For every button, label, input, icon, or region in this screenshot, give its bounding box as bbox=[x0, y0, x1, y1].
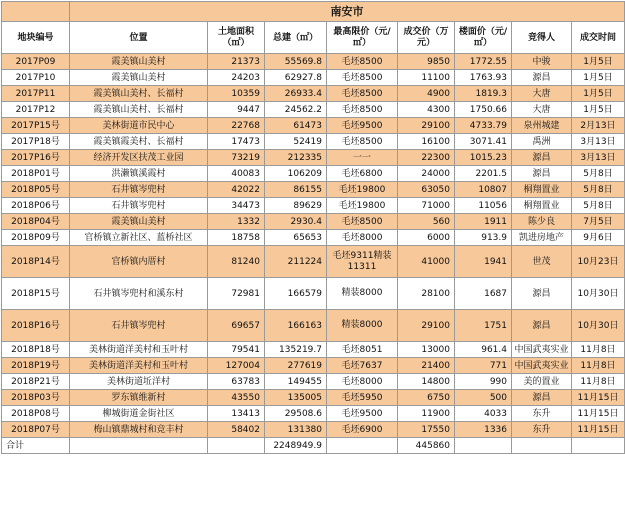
table-cell: 11月15日 bbox=[572, 390, 625, 406]
table-cell: 41000 bbox=[398, 246, 455, 278]
table-cell: 166163 bbox=[265, 310, 327, 342]
table-cell: 罗东镇维新村 bbox=[70, 390, 208, 406]
table-cell: 34473 bbox=[208, 198, 265, 214]
table-cell: 4733.79 bbox=[455, 118, 512, 134]
table-cell: 中国武夷实业 bbox=[512, 342, 572, 358]
total-cell: 合计 bbox=[2, 438, 70, 454]
table-row bbox=[2, 198, 625, 214]
table-cell: 24562.2 bbox=[265, 102, 327, 118]
table-cell: 40083 bbox=[208, 166, 265, 182]
total-blank-cell bbox=[327, 438, 398, 454]
table-cell: 毛坯6800 bbox=[327, 166, 398, 182]
table-row bbox=[2, 150, 625, 166]
table-cell: 13000 bbox=[398, 342, 455, 358]
table-cell: 86155 bbox=[265, 182, 327, 198]
table-cell: 中骏 bbox=[512, 54, 572, 70]
table-cell: 1月5日 bbox=[572, 102, 625, 118]
table-row bbox=[2, 54, 625, 70]
land-transaction-table bbox=[1, 1, 625, 454]
table-cell: 3月13日 bbox=[572, 134, 625, 150]
table-cell: 柳城街道金街社区 bbox=[70, 406, 208, 422]
header-cell: 位置 bbox=[70, 22, 208, 54]
table-cell: 135005 bbox=[265, 390, 327, 406]
table-cell: 211224 bbox=[265, 246, 327, 278]
table-cell: 17550 bbox=[398, 422, 455, 438]
table-cell: 霞美镇山美村 bbox=[70, 54, 208, 70]
table-cell: 29100 bbox=[398, 310, 455, 342]
header-cell: 地块编号 bbox=[2, 22, 70, 54]
table-cell: 毛坯9500 bbox=[327, 406, 398, 422]
table-cell: 52419 bbox=[265, 134, 327, 150]
table-cell: 11月15日 bbox=[572, 422, 625, 438]
table-cell: 28100 bbox=[398, 278, 455, 310]
table-cell: 源昌 bbox=[512, 166, 572, 182]
title-left-blank bbox=[2, 2, 70, 22]
table-cell: 2018P03号 bbox=[2, 390, 70, 406]
table-cell: 毛坯8000 bbox=[327, 374, 398, 390]
table-cell: 大唐 bbox=[512, 102, 572, 118]
header-cell: 总建（㎡） bbox=[265, 22, 327, 54]
table-row bbox=[2, 86, 625, 102]
total-cell: 2248949.9 bbox=[265, 438, 327, 454]
table-cell: 43550 bbox=[208, 390, 265, 406]
table-row bbox=[2, 422, 625, 438]
table-cell: 63783 bbox=[208, 374, 265, 390]
table-cell: 9月6日 bbox=[572, 230, 625, 246]
table-cell: 2017P12 bbox=[2, 102, 70, 118]
table-cell: 17473 bbox=[208, 134, 265, 150]
table-cell: 凯进房地产 bbox=[512, 230, 572, 246]
table-cell: 美林街道坵洋村 bbox=[70, 374, 208, 390]
table-row bbox=[2, 406, 625, 422]
table-row bbox=[2, 342, 625, 358]
table-cell: 2018P15号 bbox=[2, 278, 70, 310]
table-cell: 961.4 bbox=[455, 342, 512, 358]
table-cell: 14800 bbox=[398, 374, 455, 390]
table-cell: 24000 bbox=[398, 166, 455, 182]
table-cell: 10月30日 bbox=[572, 310, 625, 342]
table-cell: 913.9 bbox=[455, 230, 512, 246]
table-cell: 2月13日 bbox=[572, 118, 625, 134]
table-row bbox=[2, 310, 625, 342]
table-title: 南安市 bbox=[70, 2, 625, 22]
table-cell: 毛坯19800 bbox=[327, 182, 398, 198]
table-cell: 1015.23 bbox=[455, 150, 512, 166]
table-cell: 2018P01号 bbox=[2, 166, 70, 182]
table-cell: 11月8日 bbox=[572, 342, 625, 358]
table-cell: 106209 bbox=[265, 166, 327, 182]
table-cell: 东升 bbox=[512, 422, 572, 438]
table-cell: 1772.55 bbox=[455, 54, 512, 70]
table-row bbox=[2, 166, 625, 182]
table-cell: 13413 bbox=[208, 406, 265, 422]
table-cell: 5月8日 bbox=[572, 166, 625, 182]
table-row bbox=[2, 182, 625, 198]
table-cell: 1750.66 bbox=[455, 102, 512, 118]
table-cell: 2018P04号 bbox=[2, 214, 70, 230]
table-cell: 毛坯6900 bbox=[327, 422, 398, 438]
table-row bbox=[2, 390, 625, 406]
total-blank-cell bbox=[70, 438, 208, 454]
table-cell: 禹洲 bbox=[512, 134, 572, 150]
total-blank-cell bbox=[208, 438, 265, 454]
table-cell: 22300 bbox=[398, 150, 455, 166]
table-cell: 2018P16号 bbox=[2, 310, 70, 342]
table-cell: 4900 bbox=[398, 86, 455, 102]
table-cell: 990 bbox=[455, 374, 512, 390]
table-row bbox=[2, 246, 625, 278]
table-cell: 2018P09号 bbox=[2, 230, 70, 246]
table-cell: 149455 bbox=[265, 374, 327, 390]
table-cell: 2018P07号 bbox=[2, 422, 70, 438]
table-cell: 1763.93 bbox=[455, 70, 512, 86]
table-cell: 美林街道市民中心 bbox=[70, 118, 208, 134]
table-cell: 3月13日 bbox=[572, 150, 625, 166]
table-cell: 2017P16号 bbox=[2, 150, 70, 166]
table-cell: 11100 bbox=[398, 70, 455, 86]
table-cell: 10807 bbox=[455, 182, 512, 198]
table-cell: 世茂 bbox=[512, 246, 572, 278]
table-row bbox=[2, 134, 625, 150]
table-cell: 毛坯9500 bbox=[327, 118, 398, 134]
table-cell: 6750 bbox=[398, 390, 455, 406]
table-cell: 73219 bbox=[208, 150, 265, 166]
table-cell: 69657 bbox=[208, 310, 265, 342]
table-cell: 源昌 bbox=[512, 278, 572, 310]
table-cell: 精装8000 bbox=[327, 278, 398, 310]
table-cell: 2018P18号 bbox=[2, 342, 70, 358]
table-cell: 石井镇岑兜村 bbox=[70, 198, 208, 214]
table-cell: 霞美镇山美村、长福村 bbox=[70, 102, 208, 118]
table-cell: 10359 bbox=[208, 86, 265, 102]
table-cell: 42022 bbox=[208, 182, 265, 198]
table-cell: 11056 bbox=[455, 198, 512, 214]
table-cell: 桐翔置业 bbox=[512, 198, 572, 214]
table-cell: 毛坯19800 bbox=[327, 198, 398, 214]
table-cell: 中国武夷实业 bbox=[512, 358, 572, 374]
header-cell: 楼面价（元/㎡） bbox=[455, 22, 512, 54]
header-cell: 最高限价（元/㎡） bbox=[327, 22, 398, 54]
header-cell: 竞得人 bbox=[512, 22, 572, 54]
table-cell: 127004 bbox=[208, 358, 265, 374]
table-cell: 55569.8 bbox=[265, 54, 327, 70]
table-row bbox=[2, 374, 625, 390]
table-cell: 毛坯8000 bbox=[327, 230, 398, 246]
table-cell: 166579 bbox=[265, 278, 327, 310]
table-cell: 源昌 bbox=[512, 150, 572, 166]
table-cell: 6000 bbox=[398, 230, 455, 246]
header-cell: 成交价（万元） bbox=[398, 22, 455, 54]
table-row bbox=[2, 102, 625, 118]
total-blank-cell bbox=[572, 438, 625, 454]
table-cell: 官桥镇立新社区、蓝桥社区 bbox=[70, 230, 208, 246]
table-cell: 2201.5 bbox=[455, 166, 512, 182]
table-cell: 72981 bbox=[208, 278, 265, 310]
table-cell: 9850 bbox=[398, 54, 455, 70]
table-cell: 经济开发区扶茂工业园 bbox=[70, 150, 208, 166]
table-cell: 毛坯8500 bbox=[327, 214, 398, 230]
table-cell: 2018P08号 bbox=[2, 406, 70, 422]
total-blank-cell bbox=[512, 438, 572, 454]
table-cell: 2018P06号 bbox=[2, 198, 70, 214]
table-cell: 2017P09 bbox=[2, 54, 70, 70]
table-cell: 5月8日 bbox=[572, 198, 625, 214]
table-cell: 2018P14号 bbox=[2, 246, 70, 278]
table-cell: 源昌 bbox=[512, 310, 572, 342]
table-cell: 霞美镇霞美村、长福村 bbox=[70, 134, 208, 150]
table-cell: 美林街道洋美村和玉叶村 bbox=[70, 342, 208, 358]
table-row bbox=[2, 358, 625, 374]
table-cell: 东升 bbox=[512, 406, 572, 422]
table-cell: 21400 bbox=[398, 358, 455, 374]
table-cell: 212335 bbox=[265, 150, 327, 166]
header-row bbox=[2, 22, 625, 54]
table-cell: 4300 bbox=[398, 102, 455, 118]
table-cell: 1月5日 bbox=[572, 86, 625, 102]
table-cell: 一一 bbox=[327, 150, 398, 166]
table-cell: 26933.4 bbox=[265, 86, 327, 102]
table-cell: 9447 bbox=[208, 102, 265, 118]
table-cell: 4033 bbox=[455, 406, 512, 422]
table-cell: 大唐 bbox=[512, 86, 572, 102]
table-cell: 2930.4 bbox=[265, 214, 327, 230]
table-cell: 霞美镇山美村 bbox=[70, 70, 208, 86]
table-cell: 泉州城建 bbox=[512, 118, 572, 134]
table-cell: 源昌 bbox=[512, 70, 572, 86]
table-cell: 11月8日 bbox=[572, 374, 625, 390]
table-cell: 桐翔置业 bbox=[512, 182, 572, 198]
table-cell: 2017P11 bbox=[2, 86, 70, 102]
table-cell: 2018P05号 bbox=[2, 182, 70, 198]
table-cell: 1月5日 bbox=[572, 54, 625, 70]
table-row bbox=[2, 230, 625, 246]
table-cell: 毛坯5950 bbox=[327, 390, 398, 406]
table-cell: 1751 bbox=[455, 310, 512, 342]
table-cell: 131380 bbox=[265, 422, 327, 438]
table-cell: 毛坯7637 bbox=[327, 358, 398, 374]
header-cell: 土地面积（㎡） bbox=[208, 22, 265, 54]
table-cell: 1月5日 bbox=[572, 70, 625, 86]
table-cell: 源昌 bbox=[512, 390, 572, 406]
table-cell: 135219.7 bbox=[265, 342, 327, 358]
table-cell: 2018P21号 bbox=[2, 374, 70, 390]
table-cell: 精装8000 bbox=[327, 310, 398, 342]
table-cell: 美林街道洋美村和玉叶村 bbox=[70, 358, 208, 374]
table-cell: 2017P15号 bbox=[2, 118, 70, 134]
header-cell: 成交时间 bbox=[572, 22, 625, 54]
table-cell: 29508.6 bbox=[265, 406, 327, 422]
table-cell: 毛坯8500 bbox=[327, 134, 398, 150]
table-cell: 毛坯8500 bbox=[327, 70, 398, 86]
table-cell: 79541 bbox=[208, 342, 265, 358]
table-cell: 22768 bbox=[208, 118, 265, 134]
table-cell: 5月8日 bbox=[572, 182, 625, 198]
table-cell: 毛坯8500 bbox=[327, 54, 398, 70]
table-cell: 771 bbox=[455, 358, 512, 374]
table-cell: 毛坯9311精装11311 bbox=[327, 246, 398, 278]
table-cell: 陈少良 bbox=[512, 214, 572, 230]
table-cell: 毛坯8500 bbox=[327, 102, 398, 118]
table-cell: 1336 bbox=[455, 422, 512, 438]
table-cell: 梅山镇鼎城村和竞丰村 bbox=[70, 422, 208, 438]
table-cell: 1819.3 bbox=[455, 86, 512, 102]
table-cell: 官桥镇内厝村 bbox=[70, 246, 208, 278]
table-cell: 11900 bbox=[398, 406, 455, 422]
table-row bbox=[2, 70, 625, 86]
table-cell: 11月8日 bbox=[572, 358, 625, 374]
table-cell: 29100 bbox=[398, 118, 455, 134]
table-cell: 洪濑镇溪霞村 bbox=[70, 166, 208, 182]
table-cell: 美的置业 bbox=[512, 374, 572, 390]
table-cell: 石井镇岑兜村 bbox=[70, 182, 208, 198]
table-cell: 560 bbox=[398, 214, 455, 230]
table-cell: 1941 bbox=[455, 246, 512, 278]
table-cell: 11月15日 bbox=[572, 406, 625, 422]
total-blank-cell bbox=[455, 438, 512, 454]
total-cell: 445860 bbox=[398, 438, 455, 454]
table-cell: 81240 bbox=[208, 246, 265, 278]
table-cell: 61473 bbox=[265, 118, 327, 134]
table-cell: 3071.41 bbox=[455, 134, 512, 150]
table-cell: 16100 bbox=[398, 134, 455, 150]
table-cell: 21373 bbox=[208, 54, 265, 70]
table-row bbox=[2, 278, 625, 310]
table-row bbox=[2, 118, 625, 134]
table-cell: 62927.8 bbox=[265, 70, 327, 86]
table-cell: 89629 bbox=[265, 198, 327, 214]
table-cell: 毛坯8500 bbox=[327, 86, 398, 102]
table-cell: 18758 bbox=[208, 230, 265, 246]
table-cell: 2017P10 bbox=[2, 70, 70, 86]
table-cell: 2017P18号 bbox=[2, 134, 70, 150]
table-cell: 58402 bbox=[208, 422, 265, 438]
table-cell: 1332 bbox=[208, 214, 265, 230]
table-cell: 石井镇岑兜村 bbox=[70, 310, 208, 342]
table-cell: 7月5日 bbox=[572, 214, 625, 230]
table-cell: 71000 bbox=[398, 198, 455, 214]
table-cell: 10月23日 bbox=[572, 246, 625, 278]
table-cell: 霞美镇山美村、长福村 bbox=[70, 86, 208, 102]
table-cell: 65653 bbox=[265, 230, 327, 246]
table-cell: 霞美镇山美村 bbox=[70, 214, 208, 230]
table-cell: 石井镇岑兜村和溪东村 bbox=[70, 278, 208, 310]
table-cell: 277619 bbox=[265, 358, 327, 374]
table-cell: 1687 bbox=[455, 278, 512, 310]
table-cell: 10月30日 bbox=[572, 278, 625, 310]
table-cell: 2018P19号 bbox=[2, 358, 70, 374]
table-row bbox=[2, 214, 625, 230]
table-cell: 24203 bbox=[208, 70, 265, 86]
table-cell: 毛坯8051 bbox=[327, 342, 398, 358]
total-row bbox=[2, 438, 625, 454]
title-row bbox=[2, 2, 625, 22]
table-cell: 63050 bbox=[398, 182, 455, 198]
table-cell: 1911 bbox=[455, 214, 512, 230]
table-cell: 500 bbox=[455, 390, 512, 406]
